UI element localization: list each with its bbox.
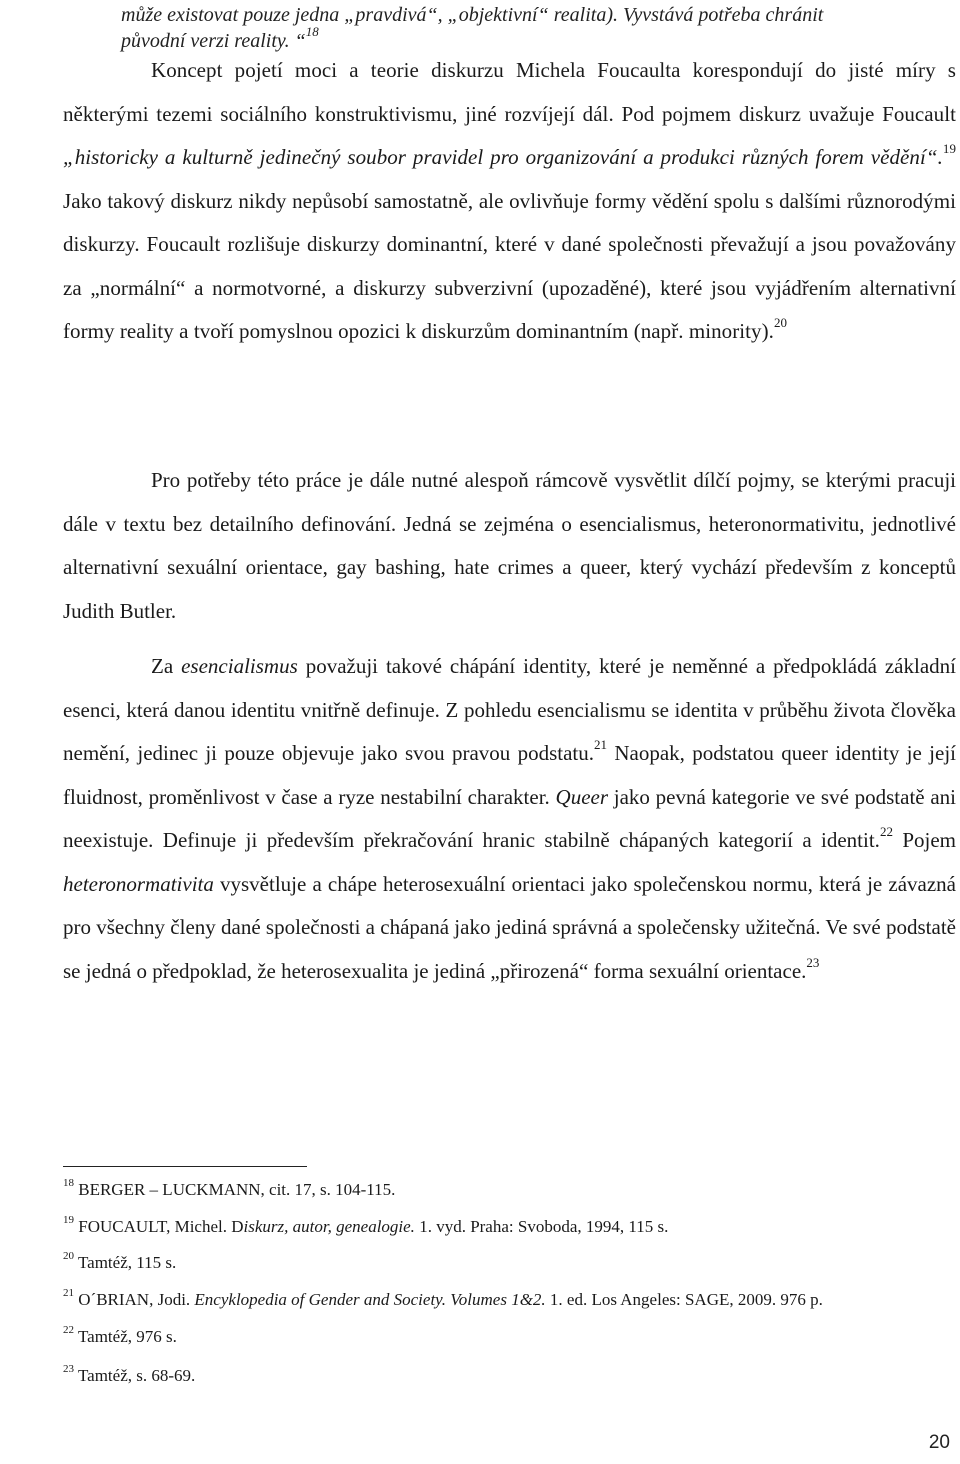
footnote-23: $^{23}$ Tamtéž, s. 68-69. bbox=[63, 1363, 196, 1385]
footnote-20: $^{20}$ Tamtéž, 115 s. bbox=[63, 1250, 177, 1272]
footnote-ref-23[interactable]: 23 bbox=[806, 954, 820, 970]
discourse-definition-quote: „historicky a kulturně jedinečný soubor pravidel pro organizování a produkci různých forem vědění“. bbox=[63, 145, 943, 169]
term-queer: Queer bbox=[555, 784, 609, 809]
term-essentialism: esencialismus bbox=[181, 654, 298, 678]
footnote-ref-19[interactable]: 19 bbox=[942, 141, 956, 156]
footnote-ref-20[interactable]: 20 bbox=[773, 315, 788, 330]
footnote-18: $^{18}$ BERGER – LUCKMANN, cit. 17, s. 104-115. bbox=[63, 1177, 396, 1199]
footnote-21: $^{21}$ O´BRIAN, Jodi. Encyklopedia of Gender and Society. Volumes 1&2. 1. ed. Los Angeles: SAGE, 2009. 976 p. bbox=[63, 1287, 823, 1309]
footnote-ref-21[interactable]: 21 bbox=[594, 737, 608, 752]
footnote-ref-18[interactable]: 18 bbox=[305, 24, 319, 40]
footnotes bbox=[63, 1177, 956, 1386]
footnote-22: $^{22}$ Tamtéž, 976 s. bbox=[63, 1324, 177, 1346]
footnote-separator bbox=[63, 1166, 307, 1167]
paragraph-foucault: Koncept pojetí moci a teorie diskurzu Michela Foucaulta korespondují do jisté míry s některými tezemi sociálního konstruktivismu, jiné rozvíjejí dál. Pod pojmem diskurz uvažuje Foucault „historicky a kulturně jedinečný soubor pravidel pro organizování a produkci různých forem vědění“.$^{19}$ Jako takový diskurz nikdy nepůsobí samostatně, ale ovlivňuje formy vědění spolu s dalšími různorodými diskurzy. Foucault rozlišuje diskurzy dominantní, které v dané společnosti převažují a jsou považovány za „normální“ a normotvorné, a diskurzy subverzivní (upozaděné), které jsou vyjádřením alternativní formy reality a tvoří pomyslnou opozici k diskurzům dominantním (např. minority).$^{20}$ bbox=[63, 58, 956, 343]
quote-line-1: může existovat pouze jedna „pravdivá“, „objektivní“ realita). Vyvstává potřeba chránit bbox=[121, 4, 824, 26]
footnote-19: $^{19}$ FOUCAULT, Michel. Diskurz, autor, genealogie. 1. vyd. Praha: Svoboda, 1994, 115 s. bbox=[63, 1214, 669, 1236]
term-heteronormativity: heteronormativita bbox=[63, 871, 214, 896]
quote-line-2: původní verzi reality. “$^{18}$ bbox=[121, 24, 319, 52]
paragraph-essentialism: Za esencialismus považuji takové chápání identity, které je neměnné a předpokládá základní esenci, která danou identitu vnitřně definuje. Z pohledu esencialismu se identita v průběhu života člověka nemění, jedinec ji pouze objevuje jako svou pravou podstatu.$^{21}$ Naopak, podstatou queer identity je její fluidnost, proměnlivost v čase a ryze nestabilní charakter. Queer jako pevná kategorie ve své podstatě ani neexistuje. Definuje ji především překračování hranic stabilně chápaných kategorií a identit.$^{22}$ Pojem heteronormativita vysvětluje a chápe heterosexuální orientaci jako společenskou normu, která je závazná pro všechny členy dané společnosti a chápaná jako jediná správná a společensky užitečná. Ve své podstatě se jedná o předpoklad, že heterosexualita je jediná „přirozená“ forma sexuální orientace.$^{23}$ bbox=[63, 654, 957, 983]
paragraph-terms: Pro potřeby této práce je dále nutné alespoň rámcově vysvětlit dílčí pojmy, se kterými pracuji dále v textu bez detailního definování. Jedná se zejména o esencialismus, heteronormativitu, jednotlivé alternativní sexuální orientace, gay bashing, hate crimes a queer, který vychází především z konceptů Judith Butler. bbox=[63, 468, 956, 623]
page-number: 20 bbox=[928, 1432, 950, 1453]
quote-continuation bbox=[121, 2, 901, 54]
footnote-ref-22[interactable]: 22 bbox=[879, 824, 893, 839]
